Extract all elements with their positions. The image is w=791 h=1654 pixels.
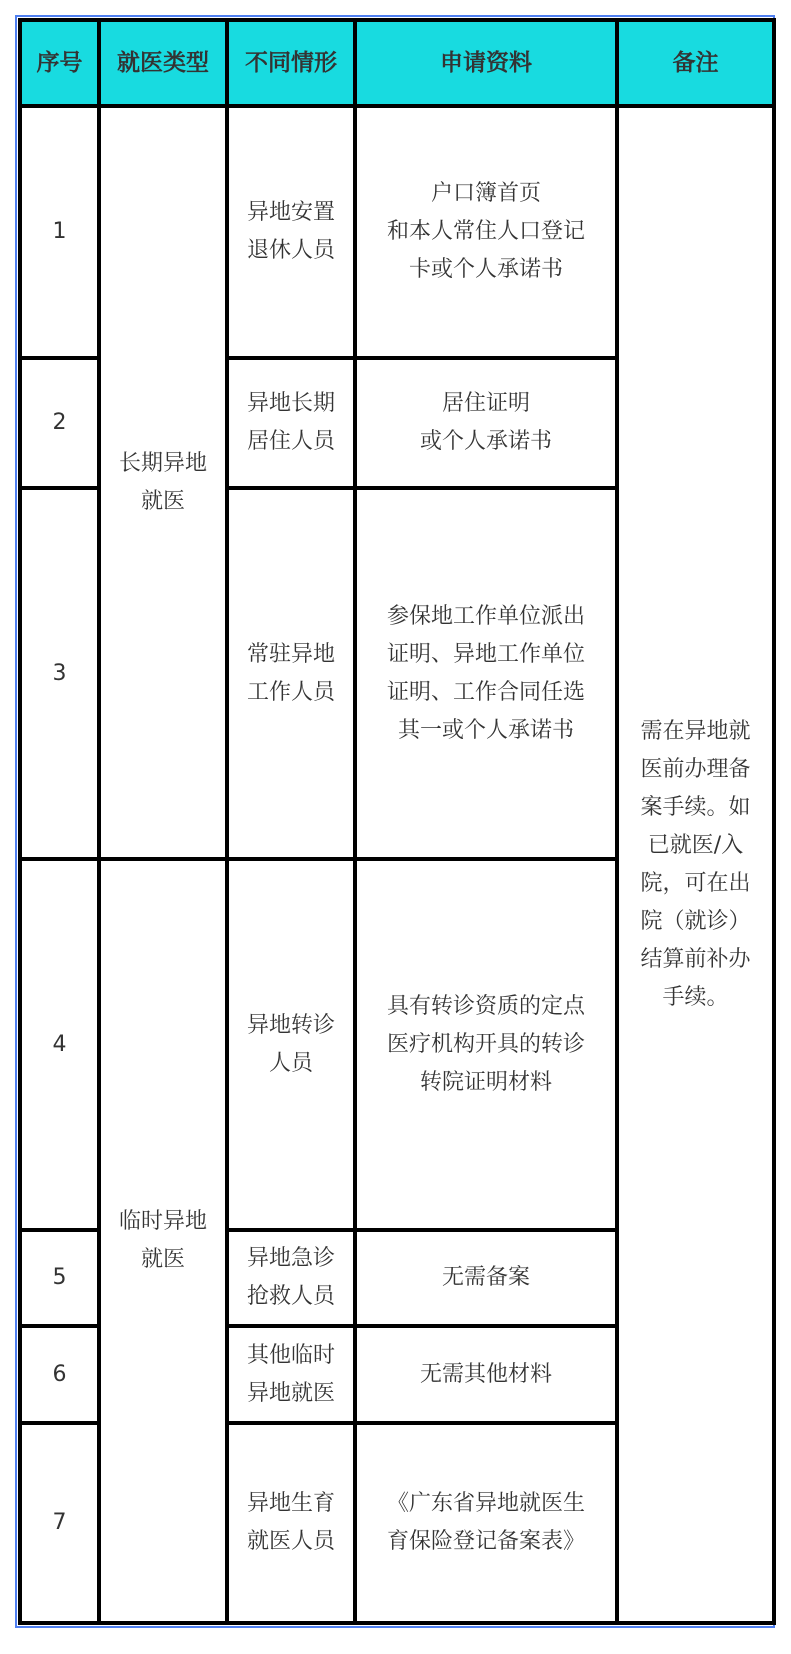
row-docs: 居住证明 或个人承诺书: [355, 358, 617, 488]
row-no: 4: [20, 859, 99, 1230]
header-no: 序号: [20, 20, 99, 106]
remark-cell: 需在异地就 医前办理备 案手续。如 已就医/入 院，可在出 院（就诊） 结算前补办 手续。: [617, 106, 774, 1623]
table-row: [20, 106, 774, 358]
type-long-term: 长期异地 就医: [99, 106, 227, 859]
header-case: 不同情形: [227, 20, 355, 106]
row-no: 6: [20, 1326, 99, 1423]
row-docs: 具有转诊资质的定点 医疗机构开具的转诊 转院证明材料: [355, 859, 617, 1230]
row-case: 异地生育 就医人员: [227, 1423, 355, 1623]
row-case: 其他临时 异地就医: [227, 1326, 355, 1423]
row-case: 异地安置 退休人员: [227, 106, 355, 358]
row-no: 5: [20, 1230, 99, 1326]
row-no: 3: [20, 488, 99, 859]
type-temporary: 临时异地 就医: [99, 859, 227, 1623]
table-frame: [15, 15, 775, 1628]
row-no: 2: [20, 358, 99, 488]
row-docs: 参保地工作单位派出 证明、异地工作单位 证明、工作合同任选 其一或个人承诺书: [355, 488, 617, 859]
row-case: 异地急诊 抢救人员: [227, 1230, 355, 1326]
medical-filing-table: [18, 18, 776, 1625]
header-type: 就医类型: [99, 20, 227, 106]
row-docs: 户口簿首页 和本人常住人口登记 卡或个人承诺书: [355, 106, 617, 358]
row-docs: 无需备案: [355, 1230, 617, 1326]
row-case: 常驻异地 工作人员: [227, 488, 355, 859]
header-row: [20, 20, 774, 106]
header-remark: 备注: [617, 20, 774, 106]
row-docs: 无需其他材料: [355, 1326, 617, 1423]
header-docs: 申请资料: [355, 20, 617, 106]
row-docs: 《广东省异地就医生 育保险登记备案表》: [355, 1423, 617, 1623]
row-case: 异地长期 居住人员: [227, 358, 355, 488]
row-no: 1: [20, 106, 99, 358]
row-case: 异地转诊 人员: [227, 859, 355, 1230]
row-no: 7: [20, 1423, 99, 1623]
